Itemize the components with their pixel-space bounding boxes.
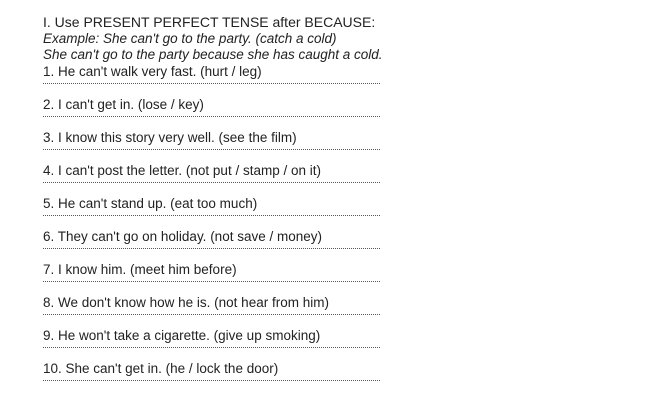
exercise-prompt: 3. I know this story very well. (see the film) [43, 130, 297, 145]
exercise-item [43, 261, 403, 294]
answer-line[interactable] [43, 116, 380, 117]
exercise-item [43, 294, 403, 327]
exercise-item [43, 327, 403, 360]
exercise-prompt: 1. He can't walk very fast. (hurt / leg) [43, 64, 262, 79]
answer-line[interactable] [43, 149, 380, 150]
answer-line[interactable] [43, 182, 380, 183]
exercise-prompt: 9. He won't take a cigarette. (give up smoking) [43, 328, 321, 343]
exercise-item [43, 96, 403, 129]
exercise-title: I. Use PRESENT PERFECT TENSE after BECAUSE: [43, 14, 376, 30]
exercise-prompt: 10. She can't get in. (he / lock the door) [43, 361, 279, 376]
exercise-prompt: 6. They can't go on holiday. (not save / money) [43, 229, 322, 244]
exercise-sheet [43, 14, 403, 393]
answer-line[interactable] [43, 215, 380, 216]
exercise-item [43, 162, 403, 195]
exercise-list [43, 63, 403, 393]
exercise-item [43, 228, 403, 261]
exercise-prompt: 4. I can't post the letter. (not put / stamp / on it) [43, 163, 321, 178]
exercise-prompt: 8. We don't know how he is. (not hear from him) [43, 295, 329, 310]
exercise-prompt: 7. I know him. (meet him before) [43, 262, 237, 277]
exercise-prompt: 2. I can't get in. (lose / key) [43, 97, 204, 112]
exercise-prompt: 5. He can't stand up. (eat too much) [43, 196, 258, 211]
answer-line[interactable] [43, 314, 380, 315]
exercise-item [43, 360, 403, 393]
exercise-item [43, 129, 403, 162]
answer-line[interactable] [43, 83, 380, 84]
answer-line[interactable] [43, 281, 380, 282]
answer-line[interactable] [43, 248, 380, 249]
example-line-1: Example: She can't go to the party. (catch a cold) [43, 31, 337, 46]
example-line-2: She can't go to the party because she has caught a cold. [43, 47, 383, 62]
answer-line[interactable] [43, 347, 380, 348]
answer-line[interactable] [43, 380, 380, 381]
exercise-item [43, 63, 403, 96]
exercise-item [43, 195, 403, 228]
